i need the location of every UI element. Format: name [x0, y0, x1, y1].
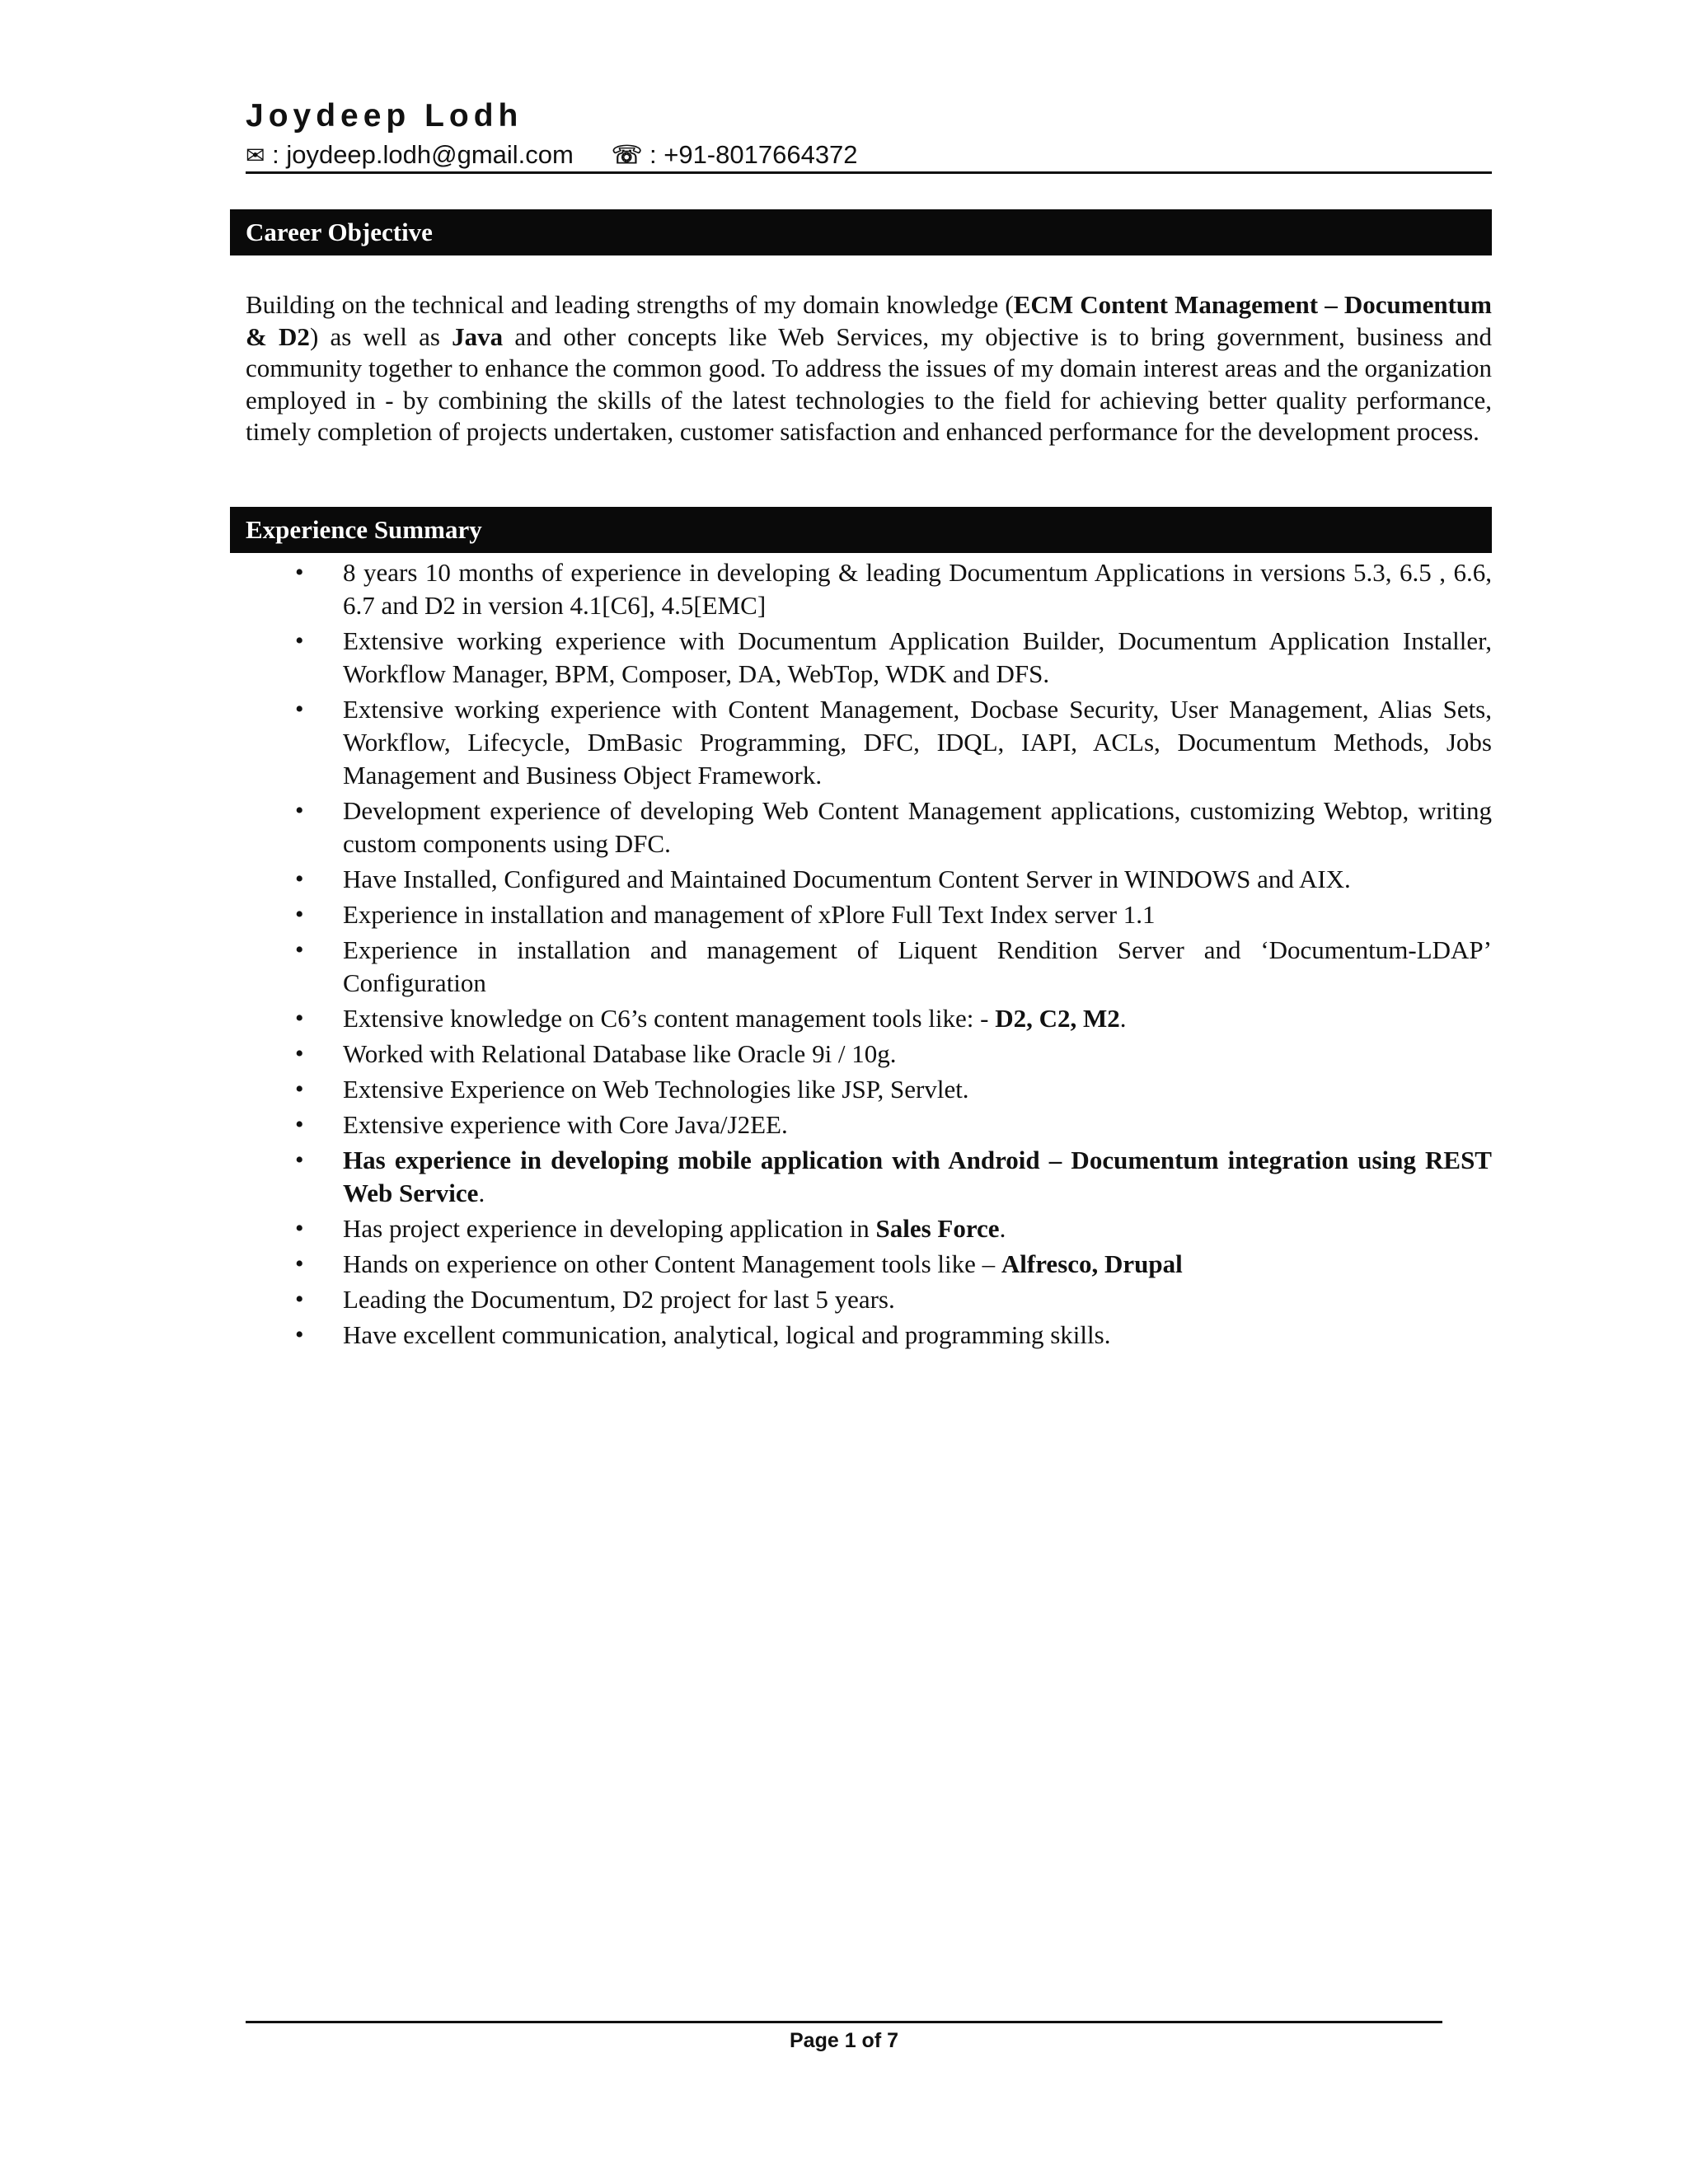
bullet-icon: • — [295, 1076, 304, 1103]
footer-divider — [246, 2021, 1442, 2023]
email-address: : joydeep.lodh@gmail.com — [272, 140, 574, 169]
header-divider — [246, 171, 1492, 174]
list-item: • Have Installed, Configured and Maintained Documentum Content Server in WINDOWS and AIX. — [246, 863, 1492, 896]
list-item: • Has experience in developing mobile application with Android – Documentum integration using REST Web Service. — [295, 1146, 1492, 1207]
list-item: • Extensive knowledge on C6’s content management tools like: - D2, C2, M2. — [246, 1002, 1492, 1035]
bullet-icon: • — [295, 1005, 304, 1032]
list-item: • Worked with Relational Database like Oracle 9i / 10g. — [246, 1038, 1492, 1071]
list-item: • Have excellent communication, analytical, logical and programming skills. — [246, 1319, 1492, 1352]
bullet-icon: • — [295, 901, 304, 928]
list-item: • Extensive experience with Core Java/J2EE. — [246, 1108, 1492, 1141]
bullet-icon: • — [295, 696, 304, 723]
bullet-icon: • — [295, 1146, 304, 1174]
section-header-career-objective: Career Objective — [230, 209, 1492, 255]
list-item: • Has project experience in developing application in Sales Force. — [246, 1212, 1492, 1245]
bullet-icon: • — [295, 936, 304, 963]
list-item: • Extensive working experience with Content Management, Docbase Security, User Management, Alias Sets, Workflow, Lifecycle, DmBasic Programming, DFC, IDQL, IAPI, ACLs, Documentum Methods, Jobs Management and Business Object Framework. — [295, 695, 1492, 790]
list-item: • Extensive Experience on Web Technologies like JSP, Servlet. — [246, 1073, 1492, 1106]
list-item: • Experience in installation and management of xPlore Full Text Index server 1.1 — [246, 898, 1492, 931]
bullet-icon: • — [295, 865, 304, 893]
bullet-icon: • — [295, 627, 304, 654]
list-item: • Experience in installation and management of Liquent Rendition Server and ‘Documentum-LDAP’ Configuration — [295, 935, 1492, 997]
experience-list — [246, 556, 1492, 1354]
contact-line — [246, 138, 858, 172]
page-number: Page 1 of 7 — [790, 2029, 898, 2052]
candidate-name: Joydeep Lodh — [246, 98, 523, 134]
bullet-icon: • — [295, 1040, 304, 1067]
bullet-icon: • — [295, 1111, 304, 1138]
bullet-icon: • — [295, 1250, 304, 1277]
list-item: • Hands on experience on other Content Management tools like – Alfresco, Drupal — [246, 1248, 1492, 1281]
phone-number: : +91-8017664372 — [649, 140, 858, 169]
section-header-experience-summary: Experience Summary — [230, 507, 1492, 553]
list-item: • Leading the Documentum, D2 project for last 5 years. — [246, 1283, 1492, 1316]
bullet-icon: • — [295, 1215, 304, 1242]
phone-icon: ☏ — [611, 142, 643, 169]
bullet-icon: • — [295, 559, 304, 586]
career-objective-paragraph: Building on the technical and leading strengths of my domain knowledge (ECM Content Management – Documentum & D2) as well as Java and other concepts like Web Services, my objective is to bring government, business and community together to enhance the common good. To address the issues of my domain interest areas and the organization employed in - by combining the skills of the latest technologies to the field for achieving better quality performance, timely completion of projects undertaken, customer satisfaction and enhanced performance for the development process. — [246, 290, 1493, 446]
list-item: • Development experience of developing Web Content Management applications, customizing Webtop, writing custom components using DFC. — [295, 796, 1492, 858]
list-item: • 8 years 10 months of experience in developing & leading Documentum Applications in versions 5.3, 6.5 , 6.6, 6.7 and D2 in version 4.1[C6], 4.5[EMC] — [295, 558, 1492, 620]
envelope-icon: ✉ — [246, 143, 265, 168]
bullet-icon: • — [295, 1321, 304, 1348]
bullet-icon: • — [295, 797, 304, 824]
bullet-icon: • — [295, 1286, 304, 1313]
list-item: • Extensive working experience with Documentum Application Builder, Documentum Application Installer, Workflow Manager, BPM, Composer, DA, WebTop, WDK and DFS. — [295, 626, 1492, 688]
